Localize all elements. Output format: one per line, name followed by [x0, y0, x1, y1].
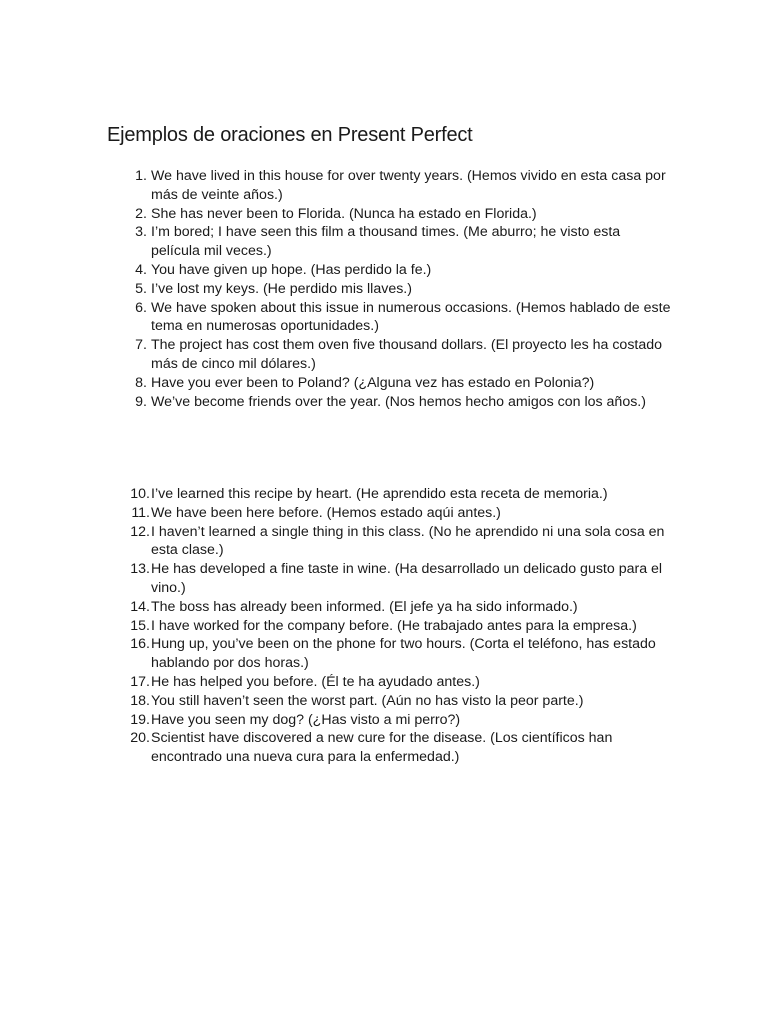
item-text: I haven’t learned a single thing in this class. (No he aprendido ni una sola cosa en esta clase.)	[151, 523, 665, 559]
list-item	[0, 692, 671, 711]
list-item	[0, 374, 671, 393]
item-number: 13.	[130, 561, 150, 578]
list-item	[0, 223, 671, 261]
item-number: 3.	[135, 224, 147, 241]
item-number: 10.	[130, 486, 150, 502]
list-item	[0, 711, 671, 730]
item-text: You still haven’t seen the worst part. (Aún no has visto la peor parte.)	[151, 692, 584, 709]
sentence-list-part-one	[0, 167, 768, 411]
item-number: 16.	[130, 636, 150, 653]
item-text: He has helped you before. (Él te ha ayudado antes.)	[151, 673, 480, 690]
list-item	[0, 598, 671, 617]
list-item	[0, 485, 671, 504]
item-number: 18.	[130, 692, 150, 709]
item-number: 1.	[135, 168, 147, 184]
item-text: The project has cost them oven five thousand dollars. (El proyecto les ha costado más de cinco mil dólares.)	[151, 337, 663, 372]
item-text: I’ve learned this recipe by heart. (He aprendido esta receta de memoria.)	[151, 486, 608, 502]
list-item	[0, 504, 671, 523]
item-text: You have given up hope. (Has perdido la fe.)	[151, 261, 432, 278]
item-number: 5.	[135, 280, 147, 297]
list-item	[0, 523, 671, 561]
item-number: 2.	[135, 205, 147, 222]
item-number: 4.	[135, 261, 147, 278]
list-item	[0, 205, 671, 224]
item-text: Have you seen my dog? (¿Has visto a mi perro?)	[151, 711, 461, 728]
item-number: 19.	[130, 711, 150, 728]
item-text: I’ve lost my keys. (He perdido mis llaves.)	[151, 280, 412, 297]
item-number: 8.	[135, 374, 147, 391]
item-text: The boss has already been informed. (El jefe ya ha sido informado.)	[151, 598, 578, 615]
item-number: 14.	[130, 598, 150, 615]
list-item	[0, 393, 671, 412]
item-number: 20.	[130, 730, 150, 747]
sentence-list-part-two	[0, 485, 768, 767]
item-text: I have worked for the company before. (He trabajado antes para la empresa.)	[151, 617, 637, 634]
document-title: Ejemplos de oraciones en Present Perfect	[107, 124, 473, 146]
list-item	[0, 635, 671, 673]
list-item	[0, 560, 671, 598]
list-item	[0, 299, 671, 337]
item-text: We’ve become friends over the year. (Nos hemos hecho amigos con los años.)	[151, 393, 646, 410]
item-number: 6.	[135, 299, 147, 316]
list-item	[0, 729, 671, 767]
item-text: He has developed a fine taste in wine. (Ha desarrollado un delicado gusto para el vino.)	[151, 561, 663, 596]
list-item	[0, 336, 671, 374]
list-item	[0, 261, 671, 280]
item-text: We have spoken about this issue in numerous occasions. (Hemos hablado de este tema en numerosas oportunidades.)	[151, 299, 671, 335]
item-text: Scientist have discovered a new cure for the disease. (Los científicos han encontrado una nueva cura para la enfermedad.)	[151, 730, 613, 766]
item-number: 17.	[130, 673, 150, 690]
item-text: She has never been to Florida. (Nunca ha estado en Florida.)	[151, 205, 537, 222]
item-text: We have been here before. (Hemos estado aqúi antes.)	[151, 504, 501, 521]
item-number: 7.	[135, 337, 147, 354]
list-item	[0, 673, 671, 692]
item-text: I’m bored; I have seen this film a thousand times. (Me aburro; he visto esta película mil veces.)	[151, 224, 621, 260]
item-text: We have lived in this house for over twenty years. (Hemos vivido en esta casa por más de veinte años.)	[151, 168, 666, 203]
item-number: 11.	[131, 504, 150, 521]
item-number: 9.	[135, 393, 147, 410]
list-item	[0, 167, 671, 205]
item-number: 15.	[130, 617, 150, 634]
item-text: Hung up, you’ve been on the phone for two hours. (Corta el teléfono, has estado hablando por dos horas.)	[151, 636, 656, 672]
list-item	[0, 280, 671, 299]
list-item	[0, 617, 671, 636]
item-number: 12.	[130, 523, 150, 540]
item-text: Have you ever been to Poland? (¿Alguna vez has estado en Polonia?)	[151, 374, 595, 391]
